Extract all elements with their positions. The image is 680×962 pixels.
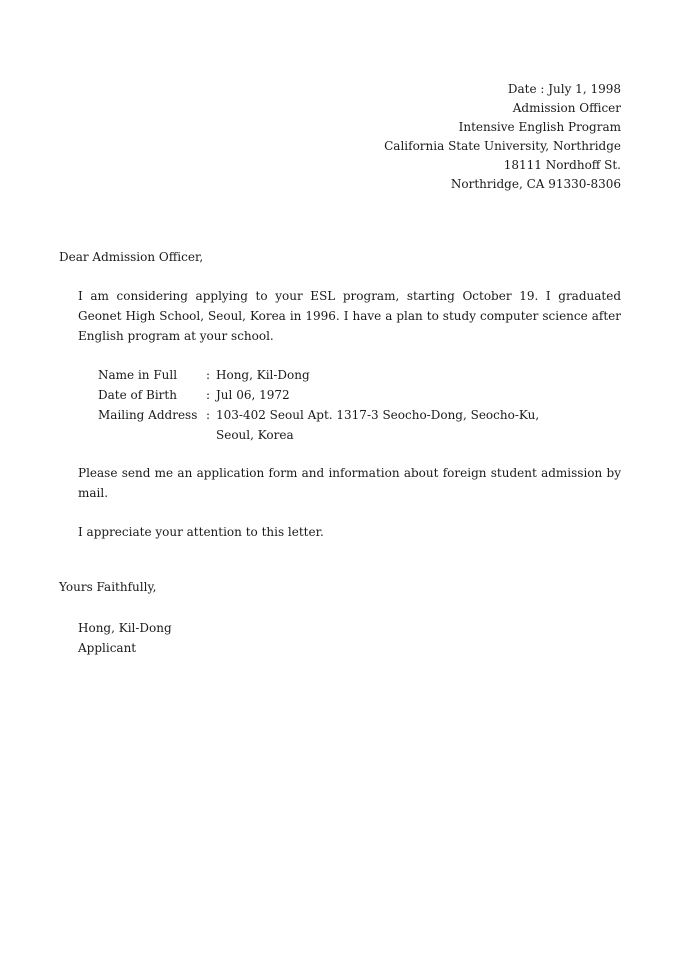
signature-block: [78, 618, 172, 658]
detail-row-dob: [98, 385, 539, 405]
signer-name: Hong, Kil-Dong: [78, 621, 172, 635]
detail-row-name: [98, 365, 539, 385]
address-line-2: Seoul, Korea: [216, 428, 294, 442]
recipient-program: Intensive English Program: [458, 120, 621, 134]
name-value: Hong, Kil-Dong: [216, 368, 310, 382]
date-line: Date : July 1, 1998: [507, 82, 621, 96]
dob-label: Date of Birth: [98, 388, 177, 402]
letter-header: [384, 80, 621, 194]
dob-value: Jul 06, 1972: [216, 388, 290, 402]
body-paragraph-3: I appreciate your attention to this letter.: [78, 525, 324, 539]
recipient-title: Admission Officer: [512, 101, 621, 115]
address-value: [216, 405, 539, 445]
address-separator: :: [206, 408, 211, 422]
name-separator: :: [206, 368, 211, 382]
body-paragraph-2: Please send me an application form and information about foreign student admission by mail.: [78, 466, 621, 500]
signer-title: Applicant: [78, 641, 137, 655]
recipient-city: Northridge, CA 91330-8306: [450, 177, 621, 191]
recipient-street: 18111 Nordhoff St.: [503, 158, 621, 172]
name-label: Name in Full: [98, 368, 178, 382]
recipient-university: California State University, Northridge: [384, 139, 621, 153]
address-label: Mailing Address: [98, 408, 198, 422]
body-paragraph-1: I am considering applying to your ESL program, starting October 19. I graduated Geonet High School, Seoul, Korea in 1996. I have a plan to study computer science after English program at your school.: [78, 289, 621, 343]
closing: Yours Faithfully,: [59, 580, 157, 594]
dob-separator: :: [206, 388, 211, 402]
address-line-1: 103-402 Seoul Apt. 1317-3 Seocho-Dong, Seocho-Ku,: [216, 408, 540, 422]
detail-row-address: [98, 405, 539, 445]
applicant-details: [98, 365, 539, 445]
salutation: Dear Admission Officer,: [59, 250, 204, 264]
